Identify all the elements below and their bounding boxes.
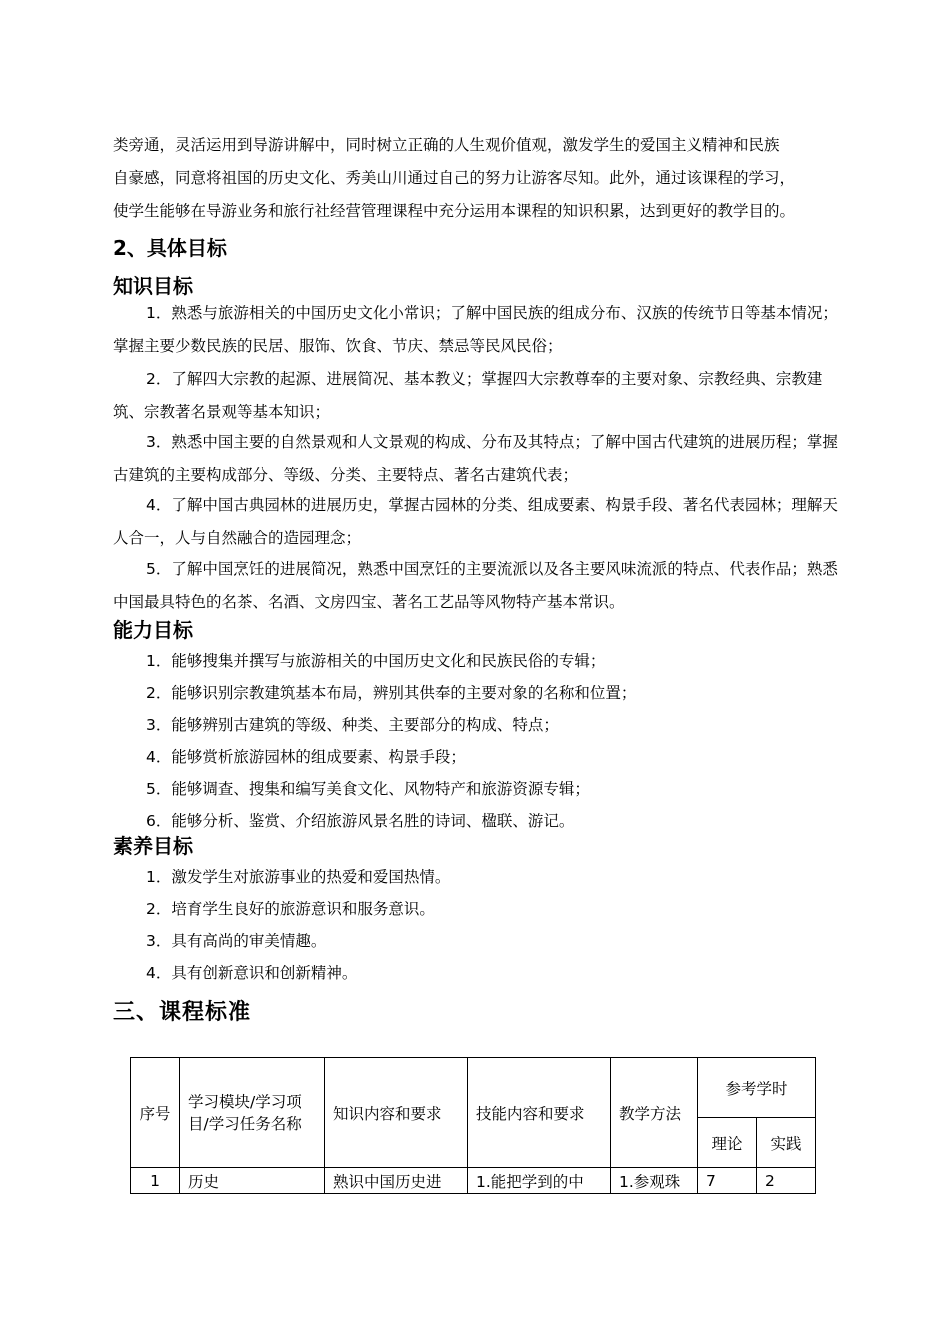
knowledge-item: 2．了解四大宗教的起源、进展简况、基本教义；掌握四大宗教尊奉的主要对象、宗教经典、宗教建筑、宗教著名景观等基本知识； bbox=[113, 370, 823, 421]
quality-title: 素养目标 bbox=[113, 834, 193, 858]
intro-line-2: 自豪感，同意将祖国的历史文化、秀美山川通过自己的努力让游客尽知。此外，通过该课程的学习， bbox=[113, 169, 796, 187]
ability-item: 4．能够赏析旅游园林的组成要素、构景手段； bbox=[146, 748, 466, 766]
header-practice: 实践 bbox=[757, 1118, 816, 1168]
section3-title: 三、课程标准 bbox=[113, 1000, 252, 1025]
intro-line-1: 类旁通，灵活运用到导游讲解中，同时树立正确的人生观价值观，激发学生的爱国主义精神和民族 bbox=[113, 136, 780, 154]
knowledge-item: 4．了解中国古典园林的进展历史，掌握古园林的分类、组成要素、构景手段、著名代表园林；理解天人合一，人与自然融合的造园理念； bbox=[113, 496, 838, 547]
ability-item: 5．能够调查、搜集和编写美食文化、风物特产和旅游资源专辑； bbox=[146, 780, 590, 798]
cell-practice: 2 bbox=[757, 1168, 816, 1194]
quality-item: 2．培育学生良好的旅游意识和服务意识。 bbox=[146, 900, 435, 918]
cell-knowledge: 熟识中国历史进 bbox=[325, 1168, 468, 1194]
header-method: 教学方法 bbox=[611, 1058, 698, 1168]
knowledge-item: 3．熟悉中国主要的自然景观和人文景观的构成、分布及其特点；了解中国古代建筑的进展历程；掌握古建筑的主要构成部分、等级、分类、主要特点、著名古建筑代表； bbox=[113, 433, 838, 484]
quality-item: 4．具有创新意识和创新精神。 bbox=[146, 964, 358, 982]
ability-item: 3．能够辨别古建筑的等级、种类、主要部分的构成、特点； bbox=[146, 716, 559, 734]
cell-skill: 1.能把学到的中 bbox=[468, 1168, 611, 1194]
intro-line-3: 使学生能够在导游业务和旅行社经营管理课程中充分运用本课程的知识积累，达到更好的教学目的。 bbox=[113, 202, 796, 220]
quality-item: 1．激发学生对旅游事业的热爱和爱国热情。 bbox=[146, 868, 451, 886]
header-seq: 序号 bbox=[131, 1058, 180, 1168]
knowledge-item: 1．熟悉与旅游相关的中国历史文化小常识；了解中国民族的组成分布、汉族的传统节日等基本情况；掌握主要少数民族的民居、服饰、饮食、节庆、禁忌等民风民俗； bbox=[113, 304, 838, 355]
ability-title: 能力目标 bbox=[113, 618, 193, 642]
cell-theory: 7 bbox=[698, 1168, 757, 1194]
header-theory: 理论 bbox=[698, 1118, 757, 1168]
header-hours: 参考学时 bbox=[698, 1058, 816, 1118]
header-skill: 技能内容和要求 bbox=[468, 1058, 611, 1168]
ability-item: 2．能够识别宗教建筑基本布局，辨别其供奉的主要对象的名称和位置； bbox=[146, 684, 637, 702]
knowledge-title: 知识目标 bbox=[113, 274, 193, 298]
course-standard-table bbox=[130, 1057, 816, 1194]
header-knowledge: 知识内容和要求 bbox=[325, 1058, 468, 1168]
knowledge-item: 5．了解中国烹饪的进展简况，熟悉中国烹饪的主要流派以及各主要风味流派的特点、代表作品；熟悉中国最具特色的名茶、名酒、文房四宝、著名工艺品等风物特产基本常识。 bbox=[113, 560, 838, 611]
section2-title: 2、具体目标 bbox=[113, 236, 227, 260]
cell-module: 历史 bbox=[180, 1168, 325, 1194]
table-row bbox=[131, 1168, 816, 1194]
cell-method: 1.参观珠 bbox=[611, 1168, 698, 1194]
quality-item: 3．具有高尚的审美情趣。 bbox=[146, 932, 327, 950]
cell-seq: 1 bbox=[131, 1168, 180, 1194]
ability-item: 1．能够搜集并撰写与旅游相关的中国历史文化和民族民俗的专辑； bbox=[146, 652, 606, 670]
header-module: 学习模块/学习项目/学习任务名称 bbox=[180, 1058, 325, 1168]
ability-item: 6．能够分析、鉴赏、介绍旅游风景名胜的诗词、楹联、游记。 bbox=[146, 812, 575, 830]
